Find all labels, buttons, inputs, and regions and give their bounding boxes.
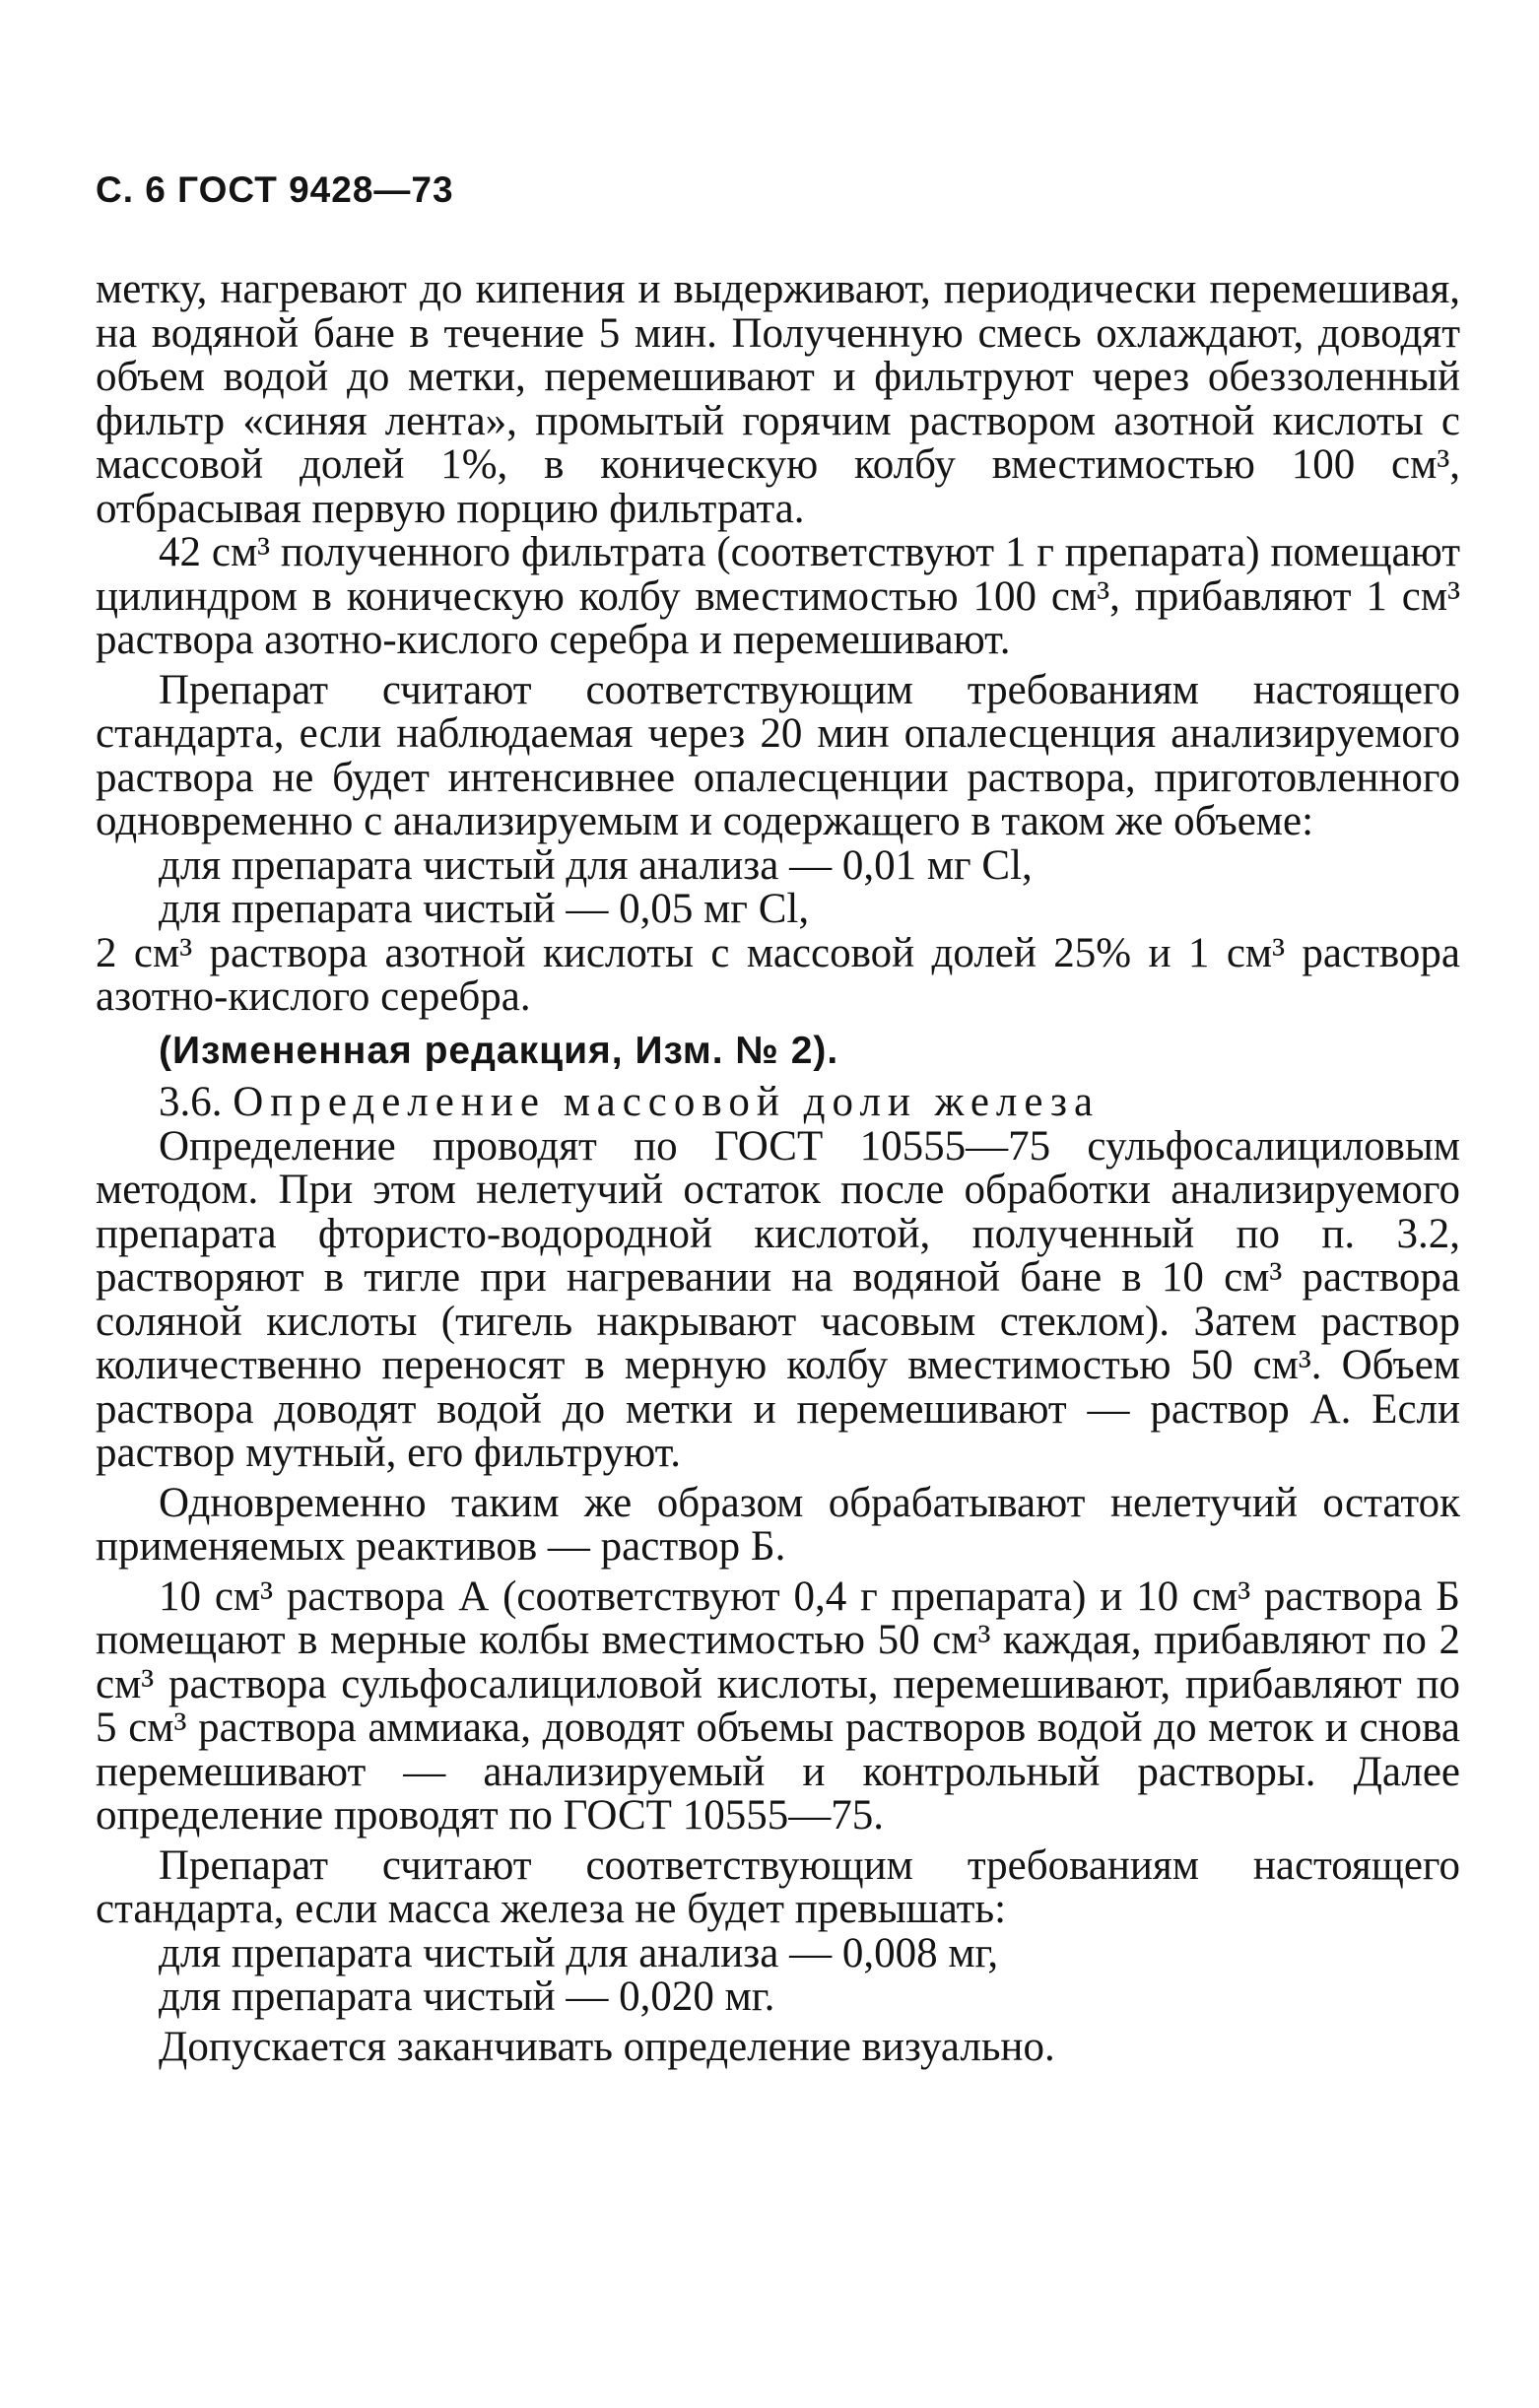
list-item: для препарата чистый для анализа — 0,008 мг,: [159, 1929, 999, 1976]
paragraph: 42 см³ полученного фильтрата (соответствуют 1 г препарата) помещают цилиндром в коническую колбу вместимостью 100 см³, прибавляют 1 см³ раствора азотно-кислого серебра и перемешивают.: [96, 529, 1460, 663]
document-body: [96, 268, 1460, 2069]
paragraph: Препарат считают соответствующим требованиям настоящего стандарта, если наблюдаемая через 20 мин опалесценция анализируемого раствора не будет интенсивнее опалесценции раствора, приготовленного одновременно с анализируемым и содержащего в таком же объеме:: [96, 666, 1460, 844]
section-heading: [96, 1081, 1460, 1125]
list-item: для препарата чистый для анализа — 0,01 мг Cl,: [159, 841, 1033, 889]
paragraph: Определение проводят по ГОСТ 10555—75 сульфосалициловым методом. При этом нелетучий остаток после обработки анализируемого препарата фтористо-водородной кислотой, полученный по п. 3.2, растворяют в тигле при нагревании на водяной бане в 10 см³ раствора соляной кислоты (тигель накрывают часовым стеклом). Затем раствор количественно переносят в мерную колбу вместимостью 50 см³. Объем раствора доводят водой до метки и перемешивают — раствор А. Если раствор мутный, его фильтруют.: [96, 1122, 1460, 1476]
amendment-note: (Измененная редакция, Изм. № 2).: [159, 1029, 839, 1072]
list-item: для препарата чистый — 0,020 мг.: [159, 1973, 775, 2020]
paragraph: Препарат считают соответствующим требованиям настоящего стандарта, если масса железа не будет превышать:: [96, 1841, 1460, 1932]
paragraph: Допускается заканчивать определение визуально.: [159, 2023, 1055, 2070]
list-item: для препарата чистый — 0,05 мг Cl,: [159, 886, 810, 932]
page-header: С. 6 ГОСТ 9428—73: [96, 169, 454, 210]
section-number: 3.6.: [159, 1079, 223, 1125]
paragraph: 2 см³ раствора азотной кислоты с массовой долей 25% и 1 см³ раствора азотно-кислого серебра.: [96, 929, 1460, 1020]
section-title: Определение массовой доли железа: [233, 1079, 1101, 1125]
paragraph: 10 см³ раствора А (соответствуют 0,4 г препарата) и 10 см³ раствора Б помещают в мерные колбы вместимостью 50 см³ каждая, прибавляют по 2 см³ раствора сульфосалициловой кислоты, перемешивают, прибавляют по 5 см³ раствора аммиака, доводят объемы растворов водой до меток и снова перемешивают — анализируемый и контрольный растворы. Далее определение проводят по ГОСТ 10555—75.: [96, 1572, 1460, 1839]
paragraph: метку, нагревают до кипения и выдерживают, периодически перемешивая, на водяной бане в течение 5 мин. Полученную смесь охлаждают, доводят объем водой до метки, перемешивают и фильтруют через обеззоленный фильтр «синяя лента», промытый горячим раствором азотной кислоты с массовой долей 1%, в коническую колбу вместимостью 100 см³, отбрасывая первую порцию фильтрата.: [96, 266, 1460, 532]
paragraph: Одновременно таким же образом обрабатывают нелетучий остаток применяемых реактивов — раствор Б.: [96, 1479, 1460, 1570]
